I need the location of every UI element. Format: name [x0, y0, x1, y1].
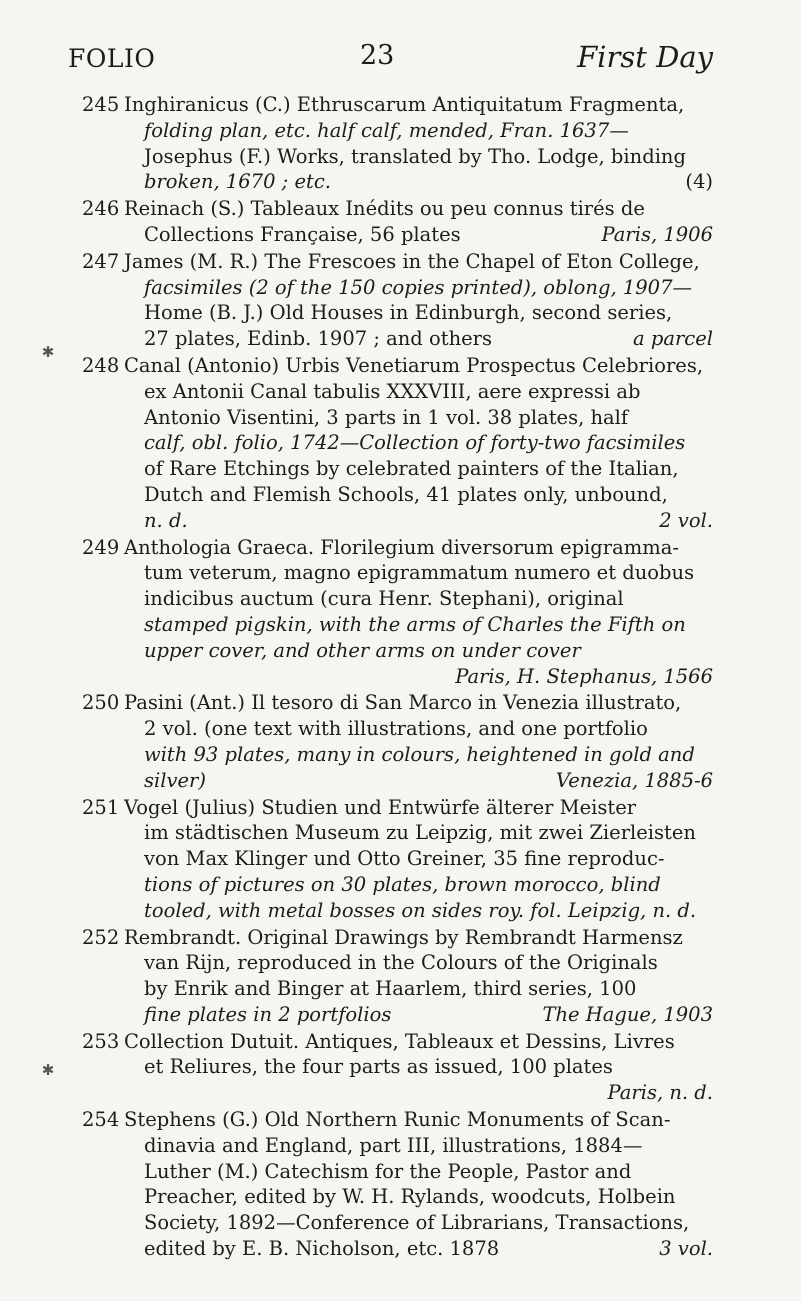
- lot-number: 246: [82, 197, 120, 221]
- entry-text: calf, obl. folio, 1742—Collection of forty-two facsimiles: [144, 431, 686, 455]
- entry-text: Canal (Antonio) Urbis Venetiarum Prospectus Celebriores,: [124, 353, 704, 377]
- entry-text: Anthologia Graeca. Florilegium diversorum epigramma-: [124, 535, 679, 559]
- catalogue-entry: [0, 249, 801, 352]
- lot-number: 247: [82, 249, 120, 273]
- entry-line: [0, 898, 801, 924]
- entry-line: [0, 1133, 801, 1159]
- entry-right-text: The Hague, 1903: [542, 1002, 713, 1026]
- entry-line: [0, 846, 801, 872]
- entry-text: Luther (M.) Catechism for the People, Pastor and: [144, 1159, 632, 1183]
- entry-text: 2 vol. (one text with illustrations, and one portfolio: [144, 717, 648, 741]
- lot-number: 252: [82, 925, 120, 949]
- entry-text: silver): [144, 768, 206, 792]
- entry-line: [0, 1002, 801, 1028]
- catalogue-entry: [0, 690, 801, 793]
- day-label: First Day: [577, 40, 713, 74]
- margin-mark-icon: ✱: [41, 1061, 55, 1079]
- entry-line: [0, 560, 801, 586]
- catalogue-entry: [0, 353, 801, 534]
- entry-text: Collection Dutuit. Antiques, Tableaux et Dessins, Livres: [124, 1029, 675, 1053]
- entry-text: Rembrandt. Original Drawings by Rembrandt Harmensz: [124, 925, 683, 949]
- lot-number: 254: [82, 1108, 120, 1132]
- entry-right-text: Paris, 1906: [601, 222, 713, 246]
- entry-line: [0, 1029, 801, 1055]
- entry-line: [0, 690, 801, 716]
- entry-text: tum veterum, magno epigrammatum numero et duobus: [144, 561, 695, 585]
- entry-text: Society, 1892—Conference of Librarians, Transactions,: [144, 1211, 690, 1235]
- entry-text: stamped pigskin, with the arms of Charles the Fifth on: [144, 612, 686, 636]
- entry-text: Preacher, edited by W. H. Rylands, woodcuts, Holbein: [144, 1185, 676, 1209]
- page-header: [0, 40, 801, 80]
- entry-line: [0, 430, 801, 456]
- entry-line: [0, 275, 801, 301]
- entry-text: Vogel (Julius) Studien und Entwürfe älterer Meister: [124, 795, 637, 819]
- entry-line: [0, 976, 801, 1002]
- entry-line: [0, 925, 801, 951]
- entry-line: [0, 118, 801, 144]
- entry-text: facsimiles (2 of the 150 copies printed), oblong, 1907—: [144, 275, 692, 299]
- entry-text: with 93 plates, many in colours, heightened in gold and: [144, 742, 695, 766]
- entry-text: n. d.: [144, 508, 188, 532]
- catalogue-entry: [0, 925, 801, 1028]
- entry-line: [0, 535, 801, 561]
- entry-text: dinavia and England, part III, illustrations, 1884—: [144, 1133, 643, 1157]
- entry-line: [0, 586, 801, 612]
- entry-line: [0, 482, 801, 508]
- entry-line: [0, 638, 801, 664]
- page-number: 23: [360, 40, 395, 71]
- catalogue-entry: [0, 1029, 801, 1106]
- entry-line: [0, 664, 801, 690]
- entry-line: [0, 1236, 801, 1262]
- entry-text: Dutch and Flemish Schools, 41 plates only, unbound,: [144, 482, 668, 506]
- entry-right-text: Paris, H. Stephanus, 1566: [455, 664, 713, 688]
- catalogue-entry: [0, 535, 801, 690]
- entry-line: [0, 456, 801, 482]
- entry-text: van Rijn, reproduced in the Colours of the Originals: [144, 951, 658, 975]
- entry-line: [0, 196, 801, 222]
- entry-text: ex Antonii Canal tabulis XXXVIII, aere expressi ab: [144, 379, 641, 403]
- lot-number: 250: [82, 691, 120, 715]
- entry-text: Pasini (Ant.) Il tesoro di San Marco in Venezia illustrato,: [124, 691, 682, 715]
- entry-text: upper cover, and other arms on under cover: [144, 638, 581, 662]
- folio-label: FOLIO: [68, 44, 156, 73]
- entry-text: of Rare Etchings by celebrated painters of the Italian,: [144, 457, 679, 481]
- entry-right-text: a parcel: [633, 327, 713, 351]
- entry-text: von Max Klinger und Otto Greiner, 35 fine reproduc-: [144, 847, 665, 871]
- entry-text: folding plan, etc. half calf, mended, Fran. 1637—: [144, 118, 629, 142]
- entry-line: [0, 1054, 801, 1080]
- entry-line: [0, 820, 801, 846]
- entry-line: [0, 1080, 801, 1106]
- entry-line: [0, 612, 801, 638]
- lot-number: 249: [82, 535, 120, 559]
- entry-line: [0, 92, 801, 118]
- entry-line: [0, 1107, 801, 1133]
- entry-text: by Enrik and Binger at Haarlem, third series, 100: [144, 977, 637, 1001]
- entry-line: [0, 1159, 801, 1185]
- catalogue-entry: [0, 1107, 801, 1262]
- entry-text: tooled, with metal bosses on sides roy. fol. Leipzig, n. d.: [144, 898, 697, 922]
- catalogue-entries: [0, 92, 801, 1262]
- entry-text: Stephens (G.) Old Northern Runic Monuments of Scan-: [124, 1108, 671, 1132]
- entry-text: Josephus (F.) Works, translated by Tho. Lodge, binding: [144, 144, 686, 168]
- catalogue-entry: [0, 196, 801, 248]
- entry-text: edited by E. B. Nicholson, etc. 1878: [144, 1237, 500, 1261]
- entry-text: Antonio Visentini, 3 parts in 1 vol. 38 plates, half: [144, 405, 629, 429]
- entry-right-text: 2 vol.: [659, 508, 713, 532]
- entry-text: indicibus auctum (cura Henr. Stephani), original: [144, 587, 624, 611]
- entry-line: [0, 742, 801, 768]
- catalogue-entry: [0, 92, 801, 195]
- entry-right-text: Paris, n. d.: [607, 1081, 713, 1105]
- entry-text: broken, 1670 ; etc.: [144, 170, 331, 194]
- entry-text: Home (B. J.) Old Houses in Edinburgh, second series,: [144, 301, 673, 325]
- entry-right-text: 3 vol.: [659, 1237, 713, 1261]
- catalogue-entry: [0, 795, 801, 924]
- entry-line: [0, 222, 801, 248]
- entry-text: tions of pictures on 30 plates, brown morocco, blind: [144, 872, 661, 896]
- entry-line: [0, 169, 801, 195]
- entry-line: [0, 144, 801, 170]
- entry-line: [0, 1184, 801, 1210]
- entry-line: [0, 872, 801, 898]
- entry-line: [0, 1210, 801, 1236]
- entry-line: [0, 300, 801, 326]
- entry-text: Collections Française, 56 plates: [144, 222, 461, 246]
- entry-line: [0, 249, 801, 275]
- entry-line: [0, 716, 801, 742]
- entry-line: [0, 508, 801, 534]
- entry-text: im städtischen Museum zu Leipzig, mit zwei Zierleisten: [144, 821, 696, 845]
- entry-line: [0, 950, 801, 976]
- lot-number: 251: [82, 795, 120, 819]
- lot-number: 248: [82, 353, 120, 377]
- entry-line: [0, 326, 801, 352]
- entry-right-text: (4): [685, 170, 713, 194]
- entry-text: et Reliures, the four parts as issued, 100 plates: [144, 1055, 613, 1079]
- entry-line: [0, 795, 801, 821]
- entry-text: 27 plates, Edinb. 1907 ; and others: [144, 327, 492, 351]
- lot-number: 245: [82, 93, 120, 116]
- entry-right-text: Venezia, 1885-6: [555, 768, 713, 792]
- entry-line: [0, 379, 801, 405]
- entry-line: [0, 353, 801, 379]
- entry-line: [0, 405, 801, 431]
- margin-mark-icon: ✱: [41, 343, 55, 361]
- entry-text: Reinach (S.) Tableaux Inédits ou peu connus tirés de: [124, 197, 645, 221]
- entry-text: fine plates in 2 portfolios: [144, 1002, 392, 1026]
- lot-number: 253: [82, 1029, 120, 1053]
- entry-line: [0, 768, 801, 794]
- entry-text: Inghiranicus (C.) Ethruscarum Antiquitatum Fragmenta,: [124, 93, 685, 116]
- entry-text: James (M. R.) The Frescoes in the Chapel of Eton College,: [124, 249, 700, 273]
